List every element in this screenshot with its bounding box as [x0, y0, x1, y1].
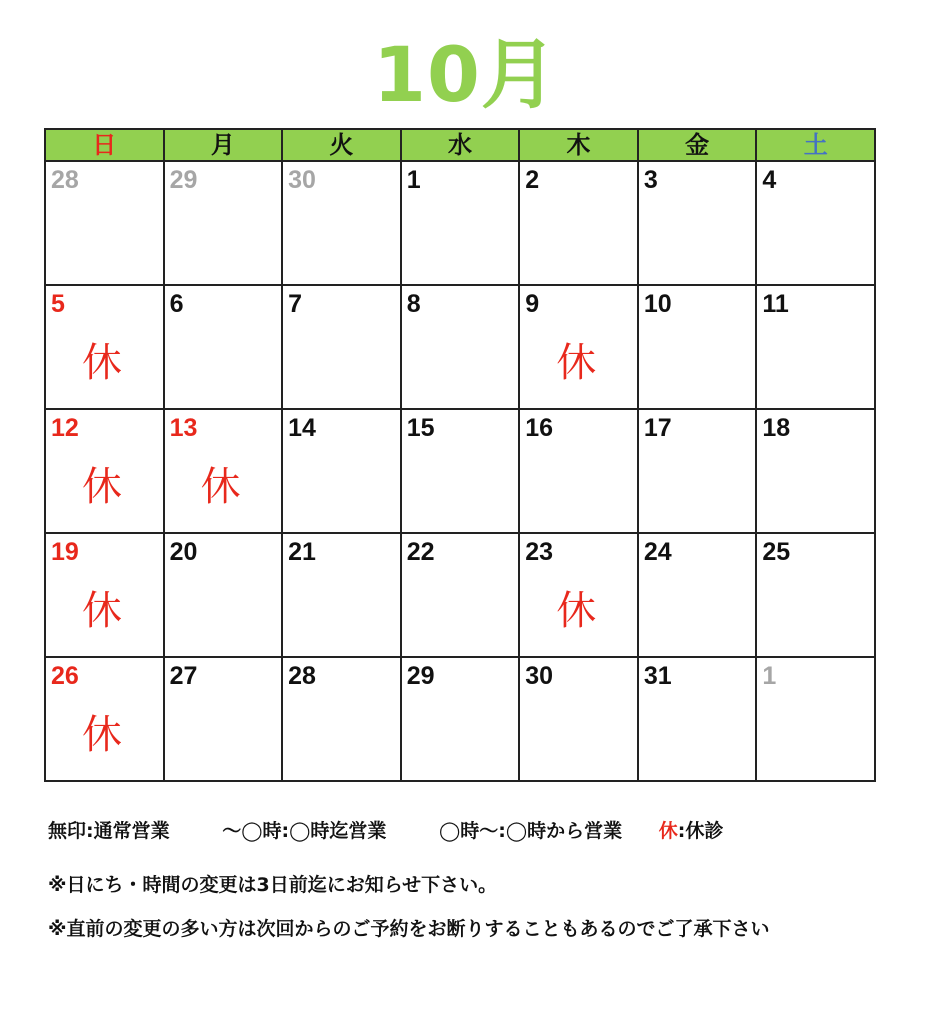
day-number: 28 [51, 166, 79, 194]
weekday-thu: 木 [519, 129, 638, 161]
day-cell [519, 657, 638, 781]
day-number: 21 [288, 538, 316, 566]
day-number: 4 [762, 166, 777, 194]
day-number: 19 [51, 538, 79, 566]
day-number: 23 [525, 538, 554, 566]
day-number: 11 [762, 290, 789, 318]
day-cell [638, 533, 757, 657]
day-cell [401, 285, 520, 409]
day-number: 17 [643, 414, 672, 442]
day-cell [638, 161, 757, 285]
day-number: 30 [288, 166, 316, 194]
week-row [45, 161, 875, 285]
day-cell [164, 285, 283, 409]
day-cell [282, 161, 401, 285]
day-number: 14 [288, 414, 316, 442]
day-number: 1 [762, 662, 777, 690]
day-number: 5 [51, 290, 65, 318]
day-cell [282, 533, 401, 657]
day-cell [519, 533, 638, 657]
day-number: 18 [762, 414, 791, 442]
day-cell [164, 533, 283, 657]
day-cell [519, 409, 638, 533]
weekday-fri: 金 [638, 129, 757, 161]
note-cancellation-policy: ※直前の変更の多い方は次回からのご予約をお断りすることもあるのでご了承下さい [48, 918, 770, 940]
day-number: 15 [406, 414, 435, 442]
day-cell [45, 285, 164, 409]
day-number: 31 [643, 662, 672, 690]
day-cell [282, 657, 401, 781]
day-number: 28 [288, 662, 316, 690]
weekday-header-row [45, 129, 875, 161]
day-number: 16 [525, 414, 554, 442]
day-cell [164, 161, 283, 285]
day-cell [638, 285, 757, 409]
day-number: 30 [525, 662, 554, 690]
weekday-sun: 日 [45, 129, 164, 161]
closed-mark: 休 [82, 464, 122, 510]
legend-from: ◯時〜:◯時から営業 [439, 820, 623, 842]
day-number: 13 [169, 414, 198, 442]
day-number: 24 [643, 538, 672, 566]
closed-mark: 休 [82, 340, 122, 386]
legend-until: 〜◯時:◯時迄営業 [222, 820, 387, 842]
day-cell [401, 161, 520, 285]
weekday-wed: 水 [401, 129, 520, 161]
day-cell [401, 409, 520, 533]
day-number: 9 [525, 290, 540, 318]
day-number: 2 [525, 166, 540, 194]
day-number: 7 [288, 290, 303, 318]
note-schedule-change: ※日にち・時間の変更は3日前迄にお知らせ下さい。 [48, 874, 498, 896]
day-number: 25 [762, 538, 791, 566]
day-number: 22 [406, 538, 435, 566]
calendar-grid [44, 128, 876, 782]
legend-normal: 無印:通常営業 [48, 820, 170, 842]
day-cell [401, 533, 520, 657]
day-number: 3 [643, 166, 658, 194]
closed-mark: 休 [82, 588, 122, 634]
day-number: 1 [406, 166, 421, 194]
day-cell [282, 409, 401, 533]
week-row [45, 285, 875, 409]
day-cell [638, 409, 757, 533]
day-cell [164, 409, 283, 533]
day-cell [756, 533, 875, 657]
day-cell [756, 161, 875, 285]
closed-mark: 休 [82, 712, 122, 758]
day-cell [519, 161, 638, 285]
day-cell [401, 657, 520, 781]
day-cell [638, 657, 757, 781]
day-number: 29 [169, 166, 198, 194]
day-number: 12 [51, 414, 79, 442]
day-number: 10 [643, 290, 672, 318]
closed-mark: 休 [200, 464, 241, 510]
weekday-mon: 月 [164, 129, 283, 161]
day-cell [756, 409, 875, 533]
legend [48, 818, 723, 844]
day-cell [45, 657, 164, 781]
day-number: 29 [406, 662, 435, 690]
day-cell [164, 657, 283, 781]
day-number: 20 [169, 538, 198, 566]
day-number: 6 [169, 290, 184, 318]
weekday-tue: 火 [282, 129, 401, 161]
day-cell [45, 161, 164, 285]
weekday-sat: 土 [756, 129, 875, 161]
day-cell [282, 285, 401, 409]
week-row [45, 409, 875, 533]
legend-closed-mark: 休 [658, 820, 678, 842]
day-cell [756, 285, 875, 409]
day-number: 8 [406, 290, 421, 318]
month-title: 10月 [373, 30, 558, 119]
day-number: 26 [51, 662, 79, 690]
calendar-body [45, 161, 875, 781]
day-cell [45, 409, 164, 533]
day-cell [756, 657, 875, 781]
week-row [45, 657, 875, 781]
day-cell [45, 533, 164, 657]
legend-closed-text: :休診 [677, 820, 724, 842]
week-row [45, 533, 875, 657]
legend-closed [659, 818, 724, 844]
day-cell [519, 285, 638, 409]
day-number: 27 [169, 662, 198, 690]
closed-mark: 休 [556, 588, 597, 634]
closed-mark: 休 [556, 340, 597, 386]
